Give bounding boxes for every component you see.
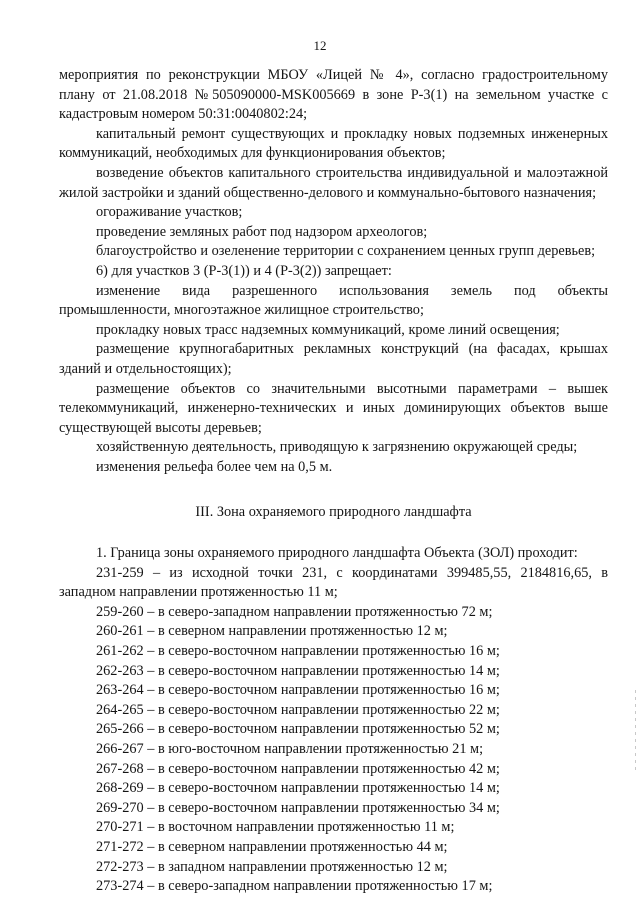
paragraph-underground-utilities: капитальный ремонт существующих и прокладку новых подземных инженерных коммуникаций, необходимых для функционирования объектов; bbox=[59, 125, 608, 162]
section-title: III. Зона охраняемого природного ландшафта bbox=[195, 504, 472, 521]
boundary-segment: 267-268 – в северо-восточном направлении протяженностью 42 м; bbox=[96, 760, 500, 777]
boundary-segment: 268-269 – в северо-восточном направлении протяженностью 14 м; bbox=[96, 780, 500, 797]
document-body bbox=[59, 66, 608, 897]
boundary-segment: 266-267 – в юго-восточном направлении протяженностью 21 м; bbox=[96, 741, 484, 757]
boundary-segment: 260-261 – в северном направлении протяженностью 12 м; bbox=[96, 623, 448, 640]
boundary-segment: 231-259 – из исходной точки 231, с координатами 399485,55, 2184816,65, в западном направлении протяженностью 11 м; bbox=[59, 564, 608, 601]
boundary-segment: 265-266 – в северо-восточном направлении протяженностью 52 м; bbox=[96, 721, 500, 738]
paragraph-high-rise: размещение объектов со значительными высотными параметрами – вышек телекоммуникаций, инженерно-технических и иных доминирующих объектов выше существующей высоты деревьев; bbox=[59, 380, 608, 436]
paragraph-pollution: хозяйственную деятельность, приводящую к загрязнению окружающей среды; bbox=[96, 439, 578, 456]
boundary-segment: 262-263 – в северо-восточном направлении протяженностью 14 м; bbox=[96, 662, 500, 679]
scan-artifact bbox=[635, 690, 636, 770]
paragraph-construction: возведение объектов капитального строительства индивидуальной и малоэтажной жилой застройки и зданий общественно-делового и коммунально-бытового назначения; bbox=[59, 164, 608, 201]
boundary-segment-list bbox=[59, 603, 608, 897]
paragraph-fencing: огораживание участков; bbox=[96, 204, 243, 221]
paragraph-overhead-lines: прокладку новых трасс надземных коммуникаций, кроме линий освещения; bbox=[96, 321, 560, 338]
boundary-segment: 263-264 – в северо-восточном направлении протяженностью 16 м; bbox=[96, 682, 500, 699]
paragraph-advertising: размещение крупногабаритных рекламных конструкций (на фасадах, крышах зданий и отдельностоящих); bbox=[59, 341, 608, 377]
paragraph-earthworks: проведение земляных работ под надзором археологов; bbox=[96, 223, 428, 240]
paragraph-land-use-change: изменение вида разрешенного использования земель под объекты промышленности, многоэтажное жилищное строительство; bbox=[59, 282, 608, 319]
boundary-segment: 271-272 – в северном направлении протяженностью 44 м; bbox=[96, 838, 448, 855]
paragraph-relief: изменения рельефа более чем на 0,5 м. bbox=[96, 458, 333, 475]
page-number: 12 bbox=[313, 38, 327, 53]
boundary-segment: 269-270 – в северо-восточном направлении протяженностью 34 м; bbox=[96, 799, 500, 816]
boundary-segment: 261-262 – в северо-восточном направлении протяженностью 16 м; bbox=[96, 643, 500, 660]
boundary-segment: 259-260 – в северо-западном направлении протяженностью 72 м; bbox=[96, 603, 493, 620]
boundary-segment: 270-271 – в восточном направлении протяженностью 11 м; bbox=[96, 819, 455, 836]
boundary-segment: 273-274 – в северо-западном направлении протяженностью 17 м; bbox=[96, 878, 493, 895]
boundary-segment: 264-265 – в северо-восточном направлении протяженностью 22 м; bbox=[96, 701, 500, 718]
boundary-segment: 272-273 – в западном направлении протяженностью 12 м; bbox=[96, 858, 448, 875]
paragraph-landscaping: благоустройство и озеленение территории с сохранением ценных групп деревьев; bbox=[96, 243, 596, 260]
paragraph-reconstruction: мероприятия по реконструкции МБОУ «Лицей № 4», согласно градостроительному плану от 21.08.2018 №505090000-MSK005669 в зоне Р-3(1) на земельном участке с кадастровым номером 50:31:0040802:24; bbox=[59, 67, 608, 123]
boundary-intro: 1. Граница зоны охраняемого природного ландшафта Объекта (ЗОЛ) проходит: bbox=[96, 545, 578, 562]
paragraph-prohibitions-heading: 6) для участков 3 (Р-3(1)) и 4 (Р-3(2)) запрещает: bbox=[96, 262, 392, 279]
